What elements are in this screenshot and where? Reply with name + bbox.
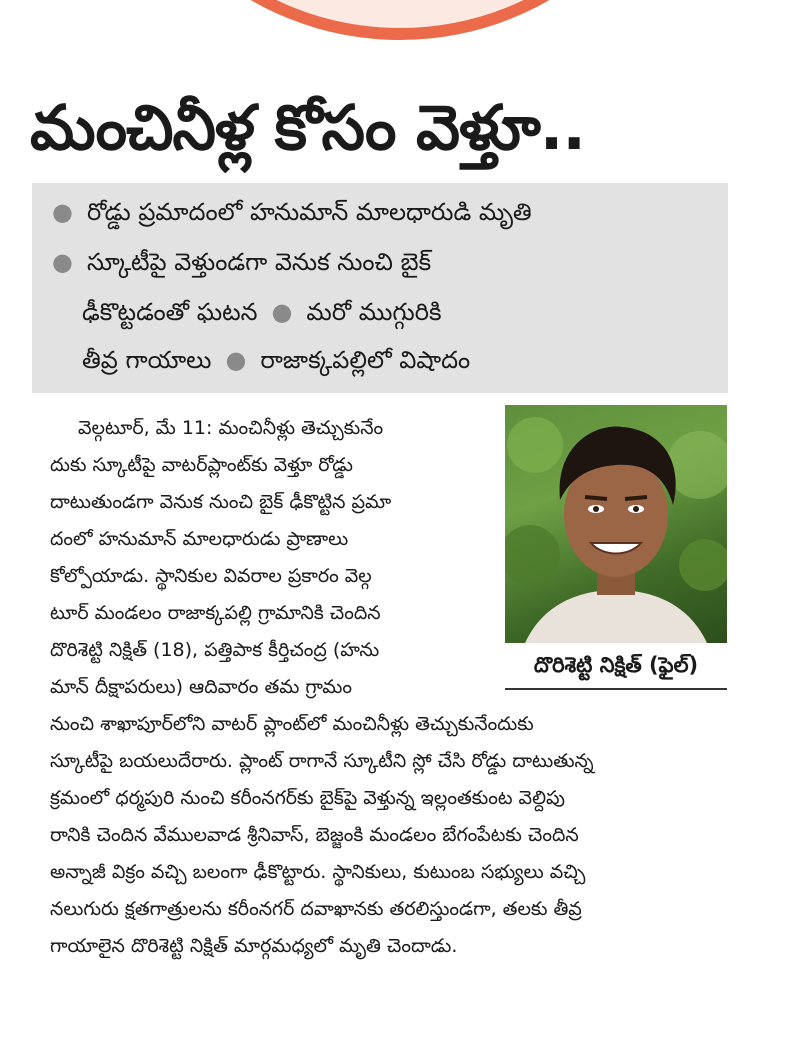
deck-line-4 [82, 337, 470, 383]
bullet-icon: ● [52, 198, 73, 226]
deck-text-1: రోడ్డు ప్రమాదంలో హనుమాన్ మాలధారుడి మృతి [86, 198, 532, 226]
portrait-illustration [505, 405, 727, 643]
deck-box [32, 183, 728, 393]
deck-line-3 [82, 289, 441, 335]
body-line-10: స్కూటీపై బయలుదేరారు. ప్లాంట్ రాగానే స్కూటీని స్లో చేసి రోడ్డు దాటుతున్న [50, 750, 594, 772]
body-line-6: టూర్ మండలం రాజాక్కపల్లి గ్రామానికి చెందిన [50, 602, 381, 624]
body-line-8: మాన్ దీక్షాపరులు) ఆదివారం తమ గ్రామం [50, 676, 353, 698]
body-line-7: దొరిశెట్టి నిక్షిత్ (18), పత్తిపాక కీర్తిచంద్ర (హను [50, 639, 380, 661]
body-line-13: అన్నాజీ విక్రం వచ్చి బలంగా ఢీకొట్టారు. స్థానికులు, కుటుంబ సభ్యులు వచ్చి [50, 861, 586, 883]
body-line-14: నలుగురు క్షతగాత్రులను కరీంనగర్ దవాఖానకు తరలిస్తుండగా, తలకు తీవ్ర [50, 898, 582, 920]
deck-line-1 [52, 189, 532, 235]
headline: మంచినీళ్ల కోసం వెళ్తూ.. [30, 91, 585, 164]
body-line-3: దాటుతుండగా వెనుక నుంచి బైక్ ఢీకొట్టిన ప్రమా [50, 491, 392, 513]
deck-text-4b: రాజాక్కపల్లిలో విషాదం [260, 346, 471, 374]
deck-text-4a: తీవ్ర గాయాలు [82, 346, 212, 374]
bullet-icon: ● [271, 298, 293, 326]
body-line-4: దంలో హనుమాన్ మాలధారుడు ప్రాణాలు [50, 528, 349, 550]
body-line-11: క్రమంలో ధర్మపురి నుంచి కరీంనగర్‌కు బైక్‌పై వెళ్తున్న ఇల్లంతకుంట వెల్దిపు [50, 787, 565, 809]
body-line-15: గాయాలైన దొరిశెట్టి నిక్షిత్ మార్గమధ్యలో మృతి చెందాడు. [50, 935, 458, 957]
photo-caption: దొరిశెట్టి నిక్షిత్ (ఫైల్) [533, 653, 699, 677]
body-line-5: కోల్పోయాడు. స్థానికుల వివరాల ప్రకారం వెల్గ [50, 565, 372, 587]
caption-divider [505, 688, 727, 690]
portrait-photo [505, 405, 727, 643]
deck-line-2 [52, 239, 431, 285]
body-line-1: వెల్గటూర్, మే 11: మంచినీళ్లు తెచ్చుకునేం [78, 417, 384, 439]
deck-text-2: స్కూటీపై వెళ్తుండగా వెనుక నుంచి బైక్ [86, 248, 432, 276]
deck-text-3a: ఢీకొట్టడంతో ఘటన [82, 298, 258, 326]
bullet-icon: ● [225, 346, 247, 374]
body-line-12: రానికి చెందిన వేములవాడ శ్రీనివాస్, బెజ్జంకి మండలం బేగంపేటకు చెందిన [50, 824, 579, 846]
body-line-2: దుకు స్కూటీపై వాటర్‌ప్లాంట్‌కు వెళ్తూ రోడ్డు [50, 454, 353, 476]
bullet-icon: ● [52, 248, 73, 276]
masthead-arc-decoration [110, 0, 690, 40]
body-line-9: నుంచి శాఖాపూర్‌లోని వాటర్ ప్లాంట్‌లో మంచినీళ్లు తెచ్చుకునేందుకు [50, 713, 534, 735]
deck-text-3b: మరో ముగ్గురికి [306, 298, 442, 326]
